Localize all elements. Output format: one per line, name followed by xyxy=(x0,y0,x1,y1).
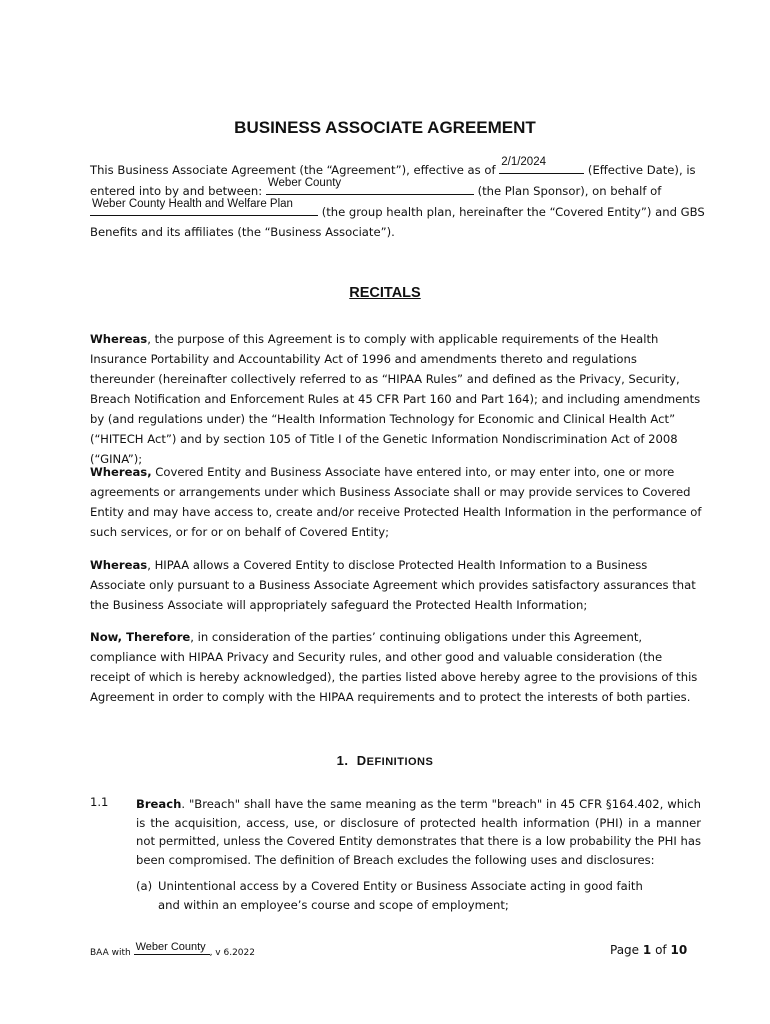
recital-1 xyxy=(90,329,705,469)
recital-lead: Whereas xyxy=(90,332,148,346)
section-first-letter: D xyxy=(356,753,367,768)
recital-text: , the purpose of this Agreement is to comply with applicable requirements of the Health Insurance Portability and Accountability Act of 1996 and amendments thereto and regulations thereunder (hereinafter collectively referred to as “HIPAA Rules” and defined as the Privacy, Security, Breach Notification and Enforcement Rules at 45 CFR Part 160 and Part 164); and including amendments by (and regulations under) the “Health Information Technology for Economic and Clinical Health Act” (“HITECH Act”) and by section 105 of Title I of the Genetic Information Nondiscrimination Act of 2008 (“GINA”); xyxy=(90,332,701,466)
footer-prefix: BAA with xyxy=(90,948,131,958)
page-indicator xyxy=(610,943,687,957)
page-total: 10 xyxy=(670,943,688,957)
plan-sponsor-value: Weber County xyxy=(267,177,342,189)
intro-text-1: This Business Associate Agreement (the “Agreement”), effective as of xyxy=(90,163,496,177)
recital-2 xyxy=(90,462,705,542)
effective-date-value: 2/1/2024 xyxy=(501,156,546,168)
definition-subitem-a xyxy=(136,877,696,914)
definition-text: . "Breach" shall have the same meaning as the term "breach" in 45 CFR §164.402, which is the acquisition, access, use, or disclosure of protected health information (PHI) in a manner not permitted, unless the Covered Entity demonstrates that there is a low probability the PHI has been compromised. The definition of Breach excludes the following uses and disclosures: xyxy=(136,797,701,867)
footer-suffix: , v 6.2022 xyxy=(209,948,255,958)
definition-term: Breach xyxy=(136,797,182,811)
recital-3 xyxy=(90,555,705,615)
page-word: Page xyxy=(610,943,640,957)
section-title-rest: EFINITIONS xyxy=(366,756,434,768)
intro-text-2: (Effective Date), is entered into by and between: xyxy=(90,163,696,198)
effective-date-field[interactable] xyxy=(499,156,584,174)
page-of-word: of xyxy=(655,943,667,957)
recital-lead: Whereas xyxy=(90,558,148,572)
footer-name-value: Weber County xyxy=(135,941,206,953)
recital-lead: Now, Therefore xyxy=(90,630,191,644)
definition-breach xyxy=(136,795,701,869)
subitem-text: Unintentional access by a Covered Entity or Business Associate acting in good faith and within an employee’s course and scope of employment; xyxy=(158,879,643,912)
section-number: 1. xyxy=(336,753,349,768)
recitals-heading: RECITALS xyxy=(349,285,421,301)
group-plan-value: Weber County Health and Welfare Plan xyxy=(92,198,293,210)
intro-text-3: (the Plan Sponsor), on behalf of xyxy=(477,184,662,198)
footer-version xyxy=(90,942,255,958)
group-plan-field[interactable] xyxy=(90,198,318,216)
footer-name-field[interactable] xyxy=(134,942,210,955)
intro-text-4: (the group health plan, hereinafter the “Covered Entity”) and GBS Benefits and its affiliates (the “Business Associate”). xyxy=(90,205,705,239)
recital-4 xyxy=(90,627,705,707)
definition-number: 1.1 xyxy=(90,795,109,809)
document-title: BUSINESS ASSOCIATE AGREEMENT xyxy=(234,118,536,137)
section-heading-definitions xyxy=(0,753,770,768)
recital-text: Covered Entity and Business Associate have entered into, or may enter into, one or more agreements or arrangements under which Business Associate shall or may provide services to Covered Entity and may have access to, create and/or receive Protected Health Information in the performance of such services, or for or on behalf of Covered Entity; xyxy=(90,465,702,539)
recital-text: , HIPAA allows a Covered Entity to disclose Protected Health Information to a Business Associate only pursuant to a Business Associate Agreement which provides satisfactory assurances that the Business Associate will appropriately safeguard the Protected Health Information; xyxy=(90,558,696,612)
recital-lead: Whereas, xyxy=(90,465,152,479)
recital-text: , in consideration of the parties’ continuing obligations under this Agreement, compliance with HIPAA Privacy and Security rules, and other good and valuable consideration (the receipt of which is hereby acknowledged), the parties listed above hereby agree to the provisions of this Agreement in order to comply with the HIPAA requirements and to protect the interests of both parties. xyxy=(90,630,698,704)
page-number: 1 xyxy=(642,943,652,957)
intro-paragraph xyxy=(90,156,705,242)
plan-sponsor-field[interactable] xyxy=(266,177,474,195)
subitem-label: (a) xyxy=(136,879,153,893)
